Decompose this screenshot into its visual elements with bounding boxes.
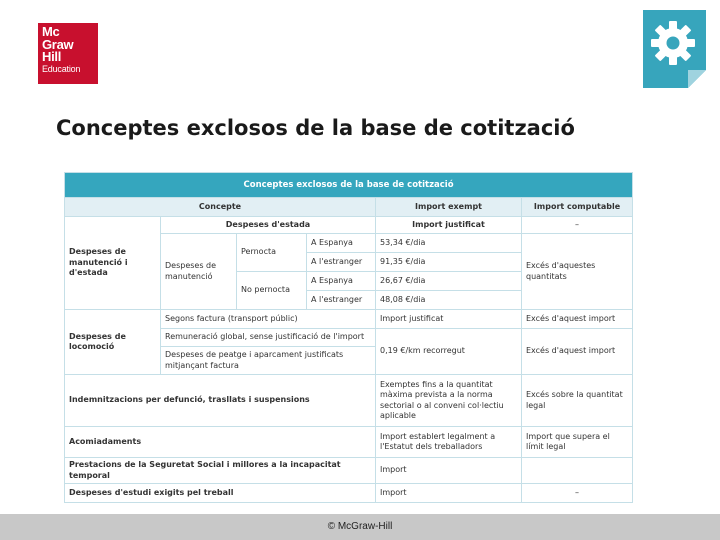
- header-import-exempt: Import exempt: [376, 198, 522, 217]
- label-prestacions: Prestacions de la Seguretat Social i millores a la incapacitat temporal: [65, 458, 376, 484]
- logo-line-mc: Mc: [42, 24, 60, 39]
- footer-bar: [0, 514, 720, 540]
- indemnitzacions-exempt: Exemptes fins a la quantitat màxima prevista a la norma sectorial o al conveni col·lectiu aplicable: [376, 375, 522, 427]
- gear-icon: [643, 10, 706, 88]
- estada-computable: –: [522, 217, 633, 234]
- label-estranger-2: A l'estranger: [307, 291, 376, 310]
- mcgraw-hill-logo: [38, 23, 98, 84]
- acomiadaments-exempt: Import establert legalment a l'Estatut dels treballadors: [376, 427, 522, 458]
- logo-line-education: Education: [42, 63, 81, 74]
- value-no-pernocta-estranger: 48,08 €/dia: [376, 291, 522, 310]
- locomocio-km-exempt: 0,19 €/km recorregut: [376, 329, 522, 375]
- label-estudis: Despeses d'estudi exigits pel treball: [65, 484, 376, 503]
- header-import-computable: Import computable: [522, 198, 633, 217]
- locomocio-km-computable: Excés d'aquest import: [522, 329, 633, 375]
- label-manutencio-sub: Despeses de manutenció: [161, 234, 237, 310]
- value-pernocta-espanya: 53,34 €/dia: [376, 234, 522, 253]
- locomocio-factura-exempt: Import justificat: [376, 310, 522, 329]
- estudis-computable: –: [522, 484, 633, 503]
- label-acomiadaments: Acomiadaments: [65, 427, 376, 458]
- header-concepte: Concepte: [65, 198, 376, 217]
- table-caption: Conceptes exclosos de la base de cotització: [65, 173, 633, 198]
- label-indemnitzacions: Indemnitzacions per defunció, trasllats i suspensions: [65, 375, 376, 427]
- copyright-text: © McGraw-Hill: [327, 521, 393, 532]
- excluded-concepts-table: [64, 172, 632, 503]
- locomocio-peatge: Despeses de peatge i aparcament justificats mitjançant factura: [161, 347, 376, 375]
- label-manutencio: Despeses de manutenció i d'estada: [65, 217, 161, 310]
- indemnitzacions-computable: Excés sobre la quantitat legal: [522, 375, 633, 427]
- label-espanya-2: A Espanya: [307, 272, 376, 291]
- prestacions-computable: [522, 458, 633, 484]
- label-no-pernocta: No pernocta: [237, 272, 307, 310]
- page-title: Conceptes exclosos de la base de cotització: [56, 116, 575, 140]
- estudis-exempt: Import: [376, 484, 522, 503]
- manutencio-computable: Excés d'aquestes quantitats: [522, 234, 633, 310]
- value-no-pernocta-espanya: 26,67 €/dia: [376, 272, 522, 291]
- logo-line-hill: Hill: [42, 49, 62, 64]
- logo-line-graw: Graw: [42, 36, 74, 52]
- locomocio-global: Remuneració global, sense justificació de l'import: [161, 329, 376, 347]
- value-pernocta-estranger: 91,35 €/dia: [376, 253, 522, 272]
- label-despeses-estada: Despeses d'estada: [161, 217, 376, 234]
- prestacions-exempt: Import: [376, 458, 522, 484]
- acomiadaments-computable: Import que supera el límit legal: [522, 427, 633, 458]
- locomocio-factura: Segons factura (transport públic): [161, 310, 376, 329]
- locomocio-factura-computable: Excés d'aquest import: [522, 310, 633, 329]
- estada-exempt: Import justificat: [376, 217, 522, 234]
- label-locomocio: Despeses de locomoció: [65, 310, 161, 375]
- label-estranger-1: A l'estranger: [307, 253, 376, 272]
- label-pernocta: Pernocta: [237, 234, 307, 272]
- label-espanya-1: A Espanya: [307, 234, 376, 253]
